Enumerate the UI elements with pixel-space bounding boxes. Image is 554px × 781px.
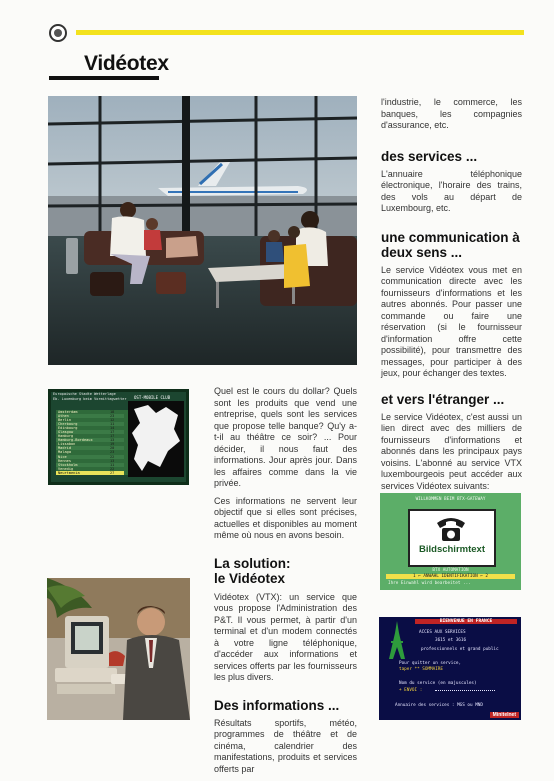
weather-temperature: 20 (110, 446, 115, 451)
weather-temperature: 22 (110, 454, 115, 459)
minitel-brand-badge: Minitelnet (490, 712, 519, 718)
eiffel-tower-icon (383, 621, 411, 666)
minitel-input-dots (435, 690, 495, 691)
weather-brand: OST-MOBILE CLUB (134, 395, 171, 400)
weather-city: Athen (58, 414, 69, 419)
weather-temperature: 23 (110, 414, 115, 419)
weather-temperature: 17 (110, 434, 115, 439)
ptt-logo (49, 24, 67, 42)
weather-city: Neurtmenia (58, 470, 80, 475)
weather-city: Lissabon (58, 442, 76, 447)
minitel-title-bar: BIENVENUE EN FRANCE (415, 619, 517, 624)
services-text: L'annuaire téléphonique électronique, l'horaire des trains, des vols au départ de Luxembourg, etc. (381, 168, 522, 213)
minitel-directory-line: Annuaire des services : MGS ou MND (395, 703, 483, 708)
computer-user-photo (47, 578, 190, 720)
weather-city: Madrid (58, 446, 71, 451)
weather-city: Edinbourg (58, 426, 78, 431)
weather-temperature: 27 (110, 470, 115, 475)
minitel-screen (379, 617, 521, 720)
weather-temperature: 22 (110, 466, 115, 471)
middle-column (214, 386, 357, 781)
minitel-quit-line: Pour quitter un service, (399, 661, 462, 666)
weather-temperature: 11 (110, 422, 115, 427)
communication-text: Le service Vidéotex vous met en communication directe avec les fournisseurs d'informations et les autres abonnés. Pour passer une commande ou faire une réservation (si le fournisseur d'information offre cette possibilité), pour transmettre des messages, pour participer à des jeux, pour échanger des textes. (381, 264, 522, 378)
weather-city-list (56, 410, 124, 475)
title-underline (49, 76, 159, 80)
abroad-text: Le service Vidéotex, c'est aussi un lien direct avec des milliers de fournisseurs d'informations et abonnés dans les principaux pays voisins. L'abonné au service VTX luxembourgeois peut accéder aux services Vidéotex suivants: (381, 411, 522, 491)
weather-temperature: 13 (110, 458, 115, 463)
minitel-service-name-line: Nom du service (en majuscules) (399, 681, 477, 686)
informations-paragraph: Résultats sportifs, météo, programmes de théâtre et de cinéma, calendrier des manifestations, produits et services offerts par (214, 717, 357, 774)
intro-paragraph: Quel est le cours du dollar? Quels sont les produits que vend une entreprise, quels sont les services que propose telle banque? Qu'y a-t-il au théâtre ce soir? ... Pour décider, il nous faut des informations. Jour après jour. Dans les affaires comme dans la vie privée. (214, 386, 357, 488)
airport-lounge-photo (48, 96, 357, 365)
weather-subheader: Eb. Luxemburg beim Vormittagwetter (53, 397, 127, 401)
solution-paragraph: Vidéotex (VTX): un service que vous propose l'Administration des P&T. Il vous permet, à partir d'un terminal et d'un modem connectés à votre ligne téléphonique, d'accéder aux informations et services offerts par les fournisseurs les plus divers. (214, 591, 357, 682)
right-column (381, 97, 522, 498)
weather-city: Malaga (58, 450, 71, 455)
services-heading: des services ... (381, 148, 478, 164)
btx-telephone-icon (435, 515, 467, 543)
weather-city: Glasgow (58, 430, 74, 435)
btx-welcome: WILLKOMMEN BEIM BTX-GATEWAY (415, 497, 486, 502)
weather-city: Hamburg-Bordeaux (58, 438, 93, 443)
page-title: Vidéotex (84, 52, 169, 75)
informations-heading: Des informations ... (214, 697, 340, 713)
weather-city: Rennes (58, 458, 71, 463)
weather-temperature: 12 (110, 418, 115, 423)
minitel-envoi-line: + ENVOI : (399, 688, 423, 693)
weather-city: Cherbourg (58, 422, 78, 427)
weather-temperature: 13 (110, 438, 115, 443)
yellow-rule (76, 30, 524, 35)
weather-row (56, 471, 124, 475)
minitel-codes-line: 3615 et 3616 (435, 638, 467, 643)
weather-city: Amsterdam (58, 410, 78, 414)
weather-temperature: 19 (110, 442, 115, 447)
weather-temperature: 17 (110, 430, 115, 435)
intro-continued-text: l'industrie, le commerce, les banques, les compagnies d'assurance, etc. (381, 97, 522, 130)
precision-paragraph: Ces informations ne servent leur objectif que si elles sont précises, actuelles et disponibles au moment même où nous en avons besoin. (214, 495, 357, 540)
btx-logo-text: Bildschirmtext (419, 544, 485, 555)
minitel-audience-line: professionnels et grand public (421, 647, 499, 652)
weather-city: Hamburg (58, 434, 74, 439)
btx-options-line: 1 ← ANWAHL IDENTIFIKATION ← 2 (386, 574, 515, 579)
bildschirmtext-screen (380, 493, 521, 590)
weather-temperature: 18 (110, 410, 115, 414)
weather-temperature: 14 (110, 426, 115, 431)
minitel-sommaire-line: taper ** SOMMAIRE (399, 667, 443, 672)
weather-city: Stockholm (58, 462, 78, 467)
weather-teletext-screen (48, 389, 189, 485)
solution-heading-line2: le Vidéotex (214, 570, 286, 586)
weather-temperature: 11 (110, 462, 115, 467)
btx-progress-line: Ihre Einwahl wird bearbeitet ... (388, 581, 471, 586)
communication-heading: une communication à deux sens ... (381, 229, 520, 260)
btx-status-line: BTX AUTOMATION (432, 568, 469, 573)
weather-city: Berlin (58, 418, 71, 423)
weather-city: Venedig (58, 466, 74, 471)
abroad-heading: et vers l'étranger ... (381, 391, 505, 407)
weather-header: Europaische Stadte Wetterlage (53, 392, 116, 396)
weather-temperature: 23 (110, 450, 115, 455)
solution-heading-line1: La solution: (214, 555, 291, 571)
solution-heading (214, 556, 357, 586)
minitel-access-line: ACCES AUX SERVICES (419, 630, 466, 635)
weather-city: Nice (58, 454, 67, 459)
